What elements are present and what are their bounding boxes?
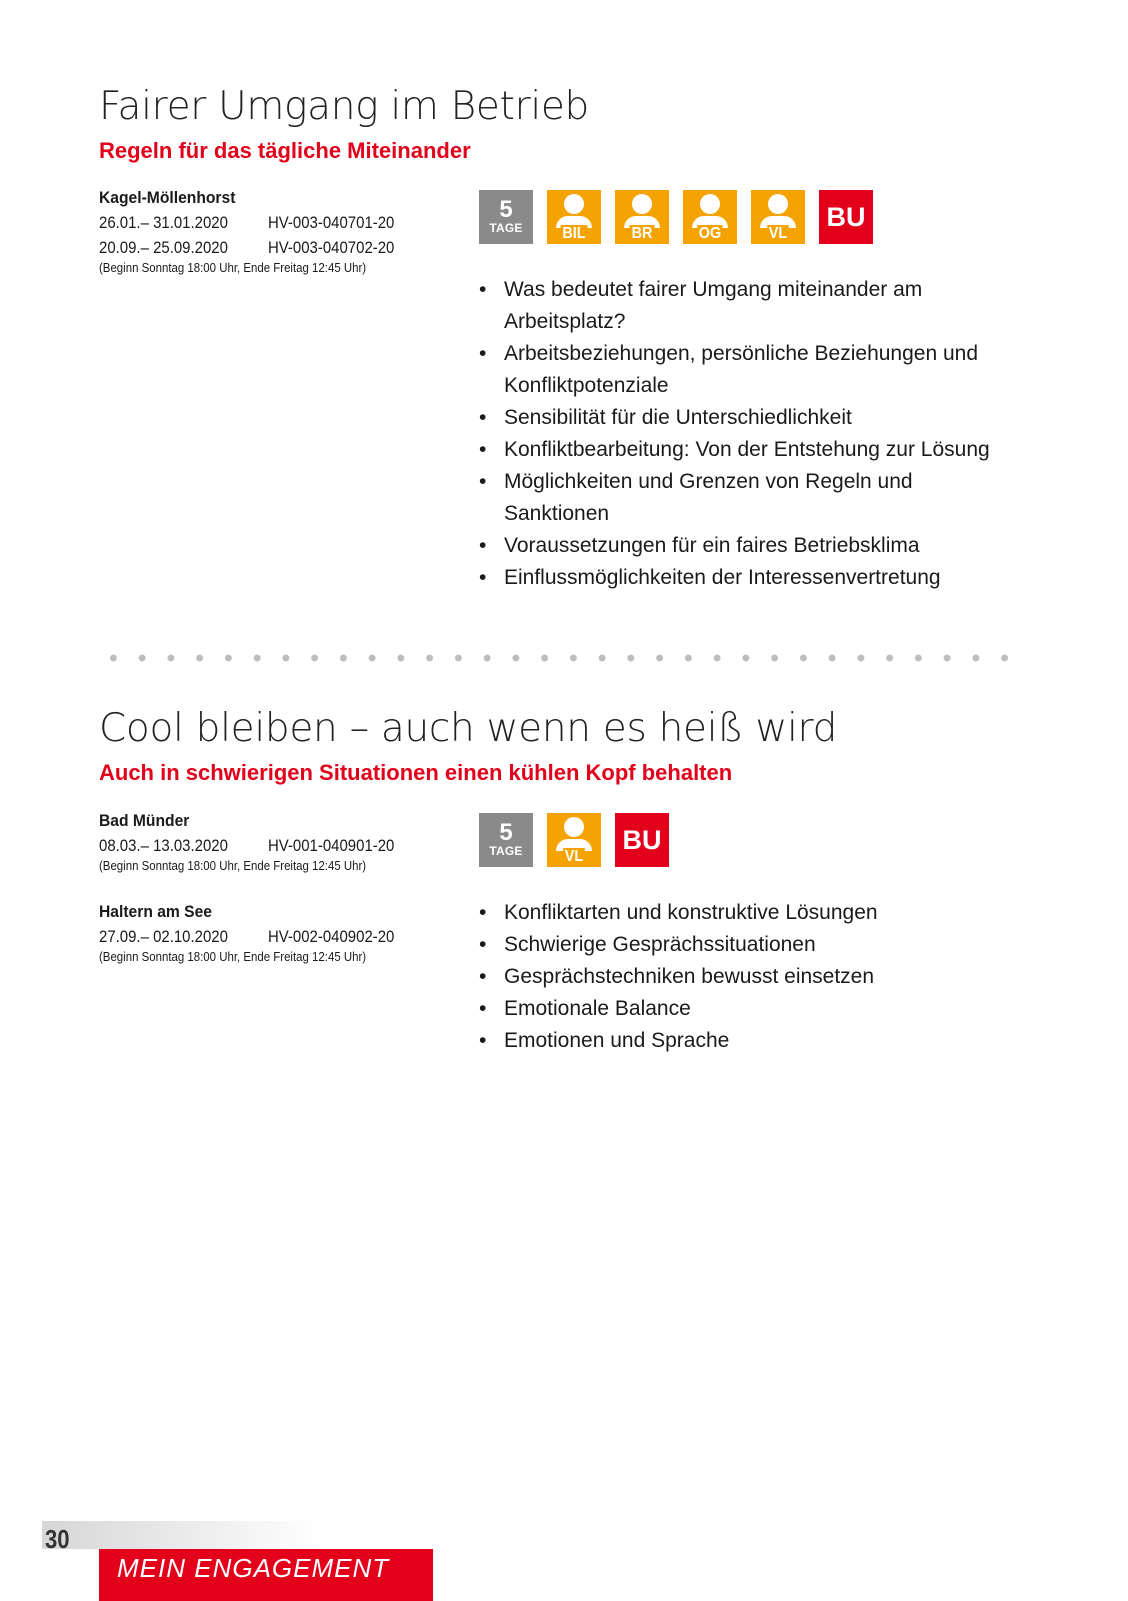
course-subtitle: Auch in schwierigen Situationen einen kühlen Kopf behalten bbox=[99, 760, 733, 785]
course-code: HV-001-040901-20 bbox=[267, 836, 395, 855]
time-note: (Beginn Sonntag 18:00 Uhr, Ende Freitag 12:45 Uhr) bbox=[99, 260, 367, 275]
duration-number: 5 bbox=[499, 819, 513, 846]
course-code: HV-002-040902-20 bbox=[267, 927, 395, 946]
course-code: HV-003-040701-20 bbox=[267, 213, 395, 232]
list-item: • Konfliktbearbeitung: Von der Entstehung zur Lösung bbox=[479, 434, 1019, 466]
list-item: • Gesprächstechniken bewusst einsetzen bbox=[479, 961, 1019, 993]
course-subtitle: Regeln für das tägliche Miteinander bbox=[99, 138, 471, 163]
footer-label: MEIN ENGAGEMENT bbox=[117, 1553, 390, 1583]
location-name: Kagel-Möllenhorst bbox=[99, 188, 236, 207]
duration-badge bbox=[479, 813, 533, 867]
course-icons bbox=[479, 813, 669, 867]
audience-label: VL bbox=[768, 225, 788, 242]
list-item: • Emotionen und Sprache bbox=[479, 1025, 1019, 1057]
bu-badge: BU bbox=[615, 813, 669, 867]
list-item: • Schwierige Gesprächssituationen bbox=[479, 929, 1019, 961]
bu-badge: BU bbox=[819, 190, 873, 244]
list-item: • Arbeitsbeziehungen, persönliche Beziehungen und Konfliktpotenziale bbox=[479, 338, 1019, 402]
duration-unit: TAGE bbox=[489, 221, 523, 235]
audience-badge-vl bbox=[547, 813, 601, 867]
course-title: Fairer Umgang im Betrieb bbox=[99, 84, 590, 129]
audience-label: BIL bbox=[562, 225, 586, 242]
location-block bbox=[99, 808, 439, 874]
course-date: 20.09.– 25.09.2020 bbox=[99, 238, 228, 257]
audience-label: OG bbox=[698, 225, 722, 242]
list-item: • Was bedeutet fairer Umgang miteinander am Arbeitsplatz? bbox=[479, 274, 1019, 338]
course-code: HV-003-040702-20 bbox=[267, 238, 395, 257]
footer-section-label bbox=[99, 1549, 433, 1601]
list-item: • Konfliktarten und konstruktive Lösungen bbox=[479, 897, 1019, 929]
course-title: Cool bleiben – auch wenn es heiß wird bbox=[99, 706, 838, 751]
list-item: • Sensibilität für die Unterschiedlichkeit bbox=[479, 402, 1019, 434]
list-item: • Einflussmöglichkeiten der Interessenvertretung bbox=[479, 562, 1019, 594]
duration-number: 5 bbox=[499, 196, 513, 223]
duration-unit: TAGE bbox=[489, 844, 523, 858]
location-name: Haltern am See bbox=[99, 902, 213, 921]
date-row bbox=[99, 833, 398, 858]
course-date: 27.09.– 02.10.2020 bbox=[99, 927, 228, 946]
location-block bbox=[99, 899, 439, 965]
list-item: • Emotionale Balance bbox=[479, 993, 1019, 1025]
course-date: 08.03.– 13.03.2020 bbox=[99, 836, 228, 855]
time-note: (Beginn Sonntag 18:00 Uhr, Ende Freitag 12:45 Uhr) bbox=[99, 858, 367, 873]
topic-list bbox=[479, 897, 1019, 1057]
location-name: Bad Münder bbox=[99, 811, 190, 830]
person-icon bbox=[564, 817, 584, 837]
page-number: 30 bbox=[45, 1524, 70, 1554]
audience-label: VL bbox=[564, 848, 584, 865]
course-section-cool-bleiben bbox=[99, 0, 1019, 1100]
course-date: 26.01.– 31.01.2020 bbox=[99, 213, 228, 232]
date-row bbox=[99, 924, 398, 949]
audience-label: BR bbox=[631, 225, 653, 242]
list-item: • Möglichkeiten und Grenzen von Regeln und Sanktionen bbox=[479, 466, 1019, 530]
list-item: • Voraussetzungen für ein faires Betriebsklima bbox=[479, 530, 1019, 562]
time-note: (Beginn Sonntag 18:00 Uhr, Ende Freitag 12:45 Uhr) bbox=[99, 949, 367, 964]
